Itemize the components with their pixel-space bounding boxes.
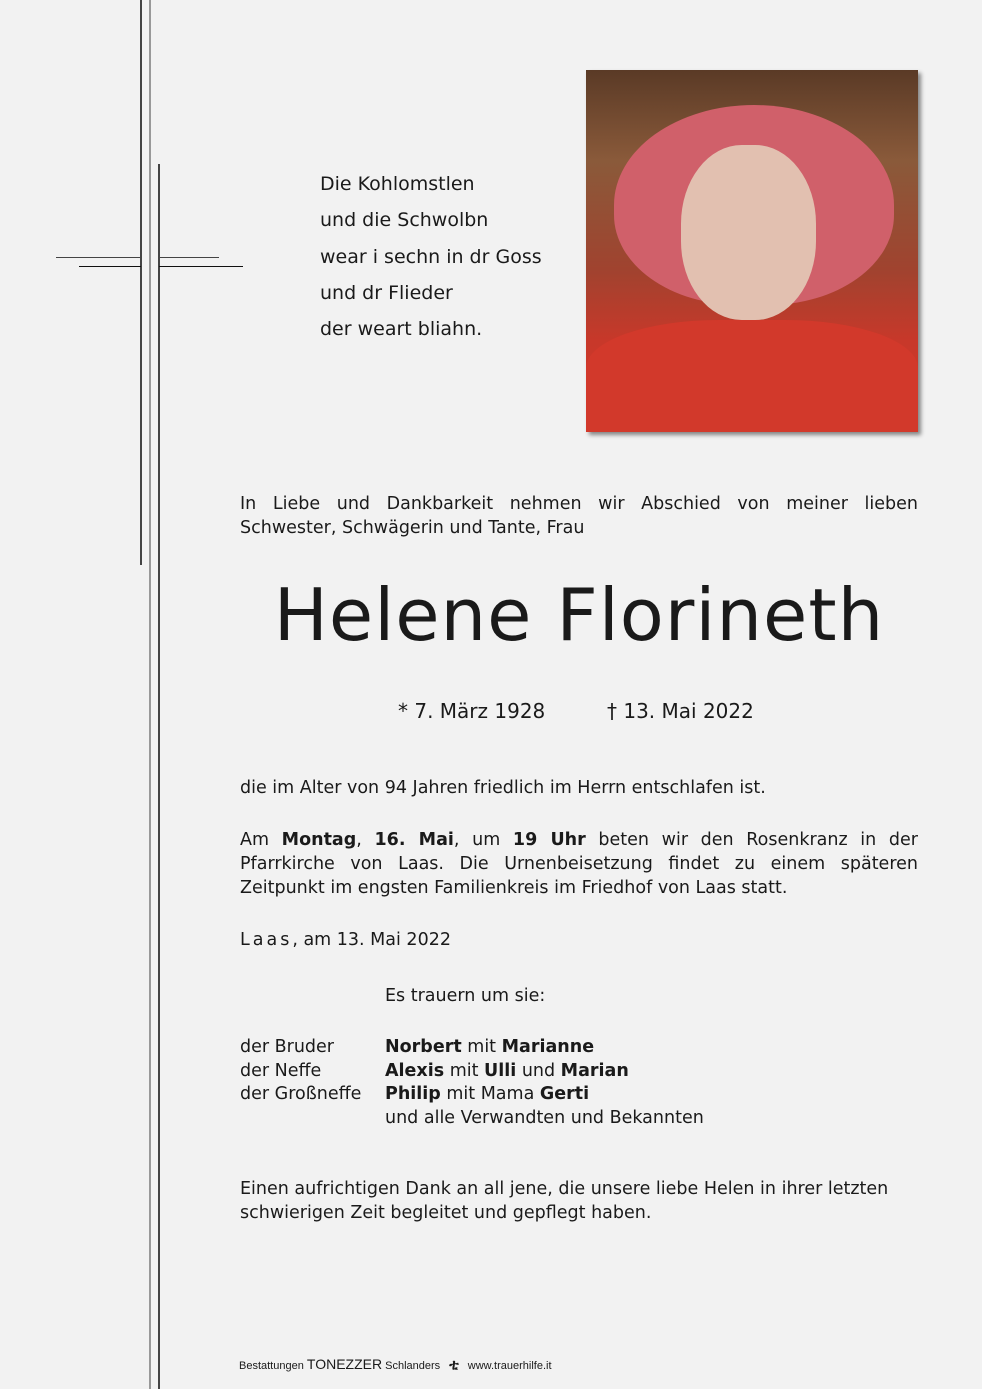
mourner-row: der Neffe Alexis mit Ulli und Marian (240, 1060, 629, 1081)
deceased-name: Helene Florineth (273, 573, 885, 657)
mourners-list (240, 1036, 704, 1131)
brand-name: TONEZZER (306, 1356, 383, 1372)
mourner-row: der Bruder Norbert mit Marianne (240, 1037, 595, 1057)
poem-line: der weart bliahn. (320, 318, 483, 341)
mourner-row: und alle Verwandten und Bekannten (385, 1108, 704, 1129)
portrait-photo (586, 70, 918, 432)
poem-line: und die Schwolbn (320, 209, 489, 232)
mourner-row: der Großneffe Philip mit Mama Gerti (240, 1084, 590, 1105)
age-text: die im Alter von 94 Jahren friedlich im Herrn entschlafen ist. (240, 778, 766, 798)
death-date: † 13. Mai 2022 (607, 699, 754, 723)
poem-line: wear i sechn in dr Goss (320, 245, 542, 268)
birth-date: * 7. März 1928 (398, 699, 546, 723)
intro-text: In Liebe und Dankbarkeit nehmen wir Abschied von meiner lieben Schwester, Schwägerin und Tante, Frau (240, 494, 918, 538)
poem-line: Die Kohlomstlen (320, 173, 475, 195)
logo-icon: ቲ (449, 1356, 459, 1372)
poem (320, 166, 542, 347)
poem-line: und dr Flieder (320, 281, 453, 304)
thanks-text: Einen aufrichtigen Dank an all jene, die unsere liebe Helen in ihrer letzten schwierigen Zeit begleitet und gepflegt haben. (240, 1179, 889, 1223)
service-text: Am Montag, 16. Mai, um 19 Uhr beten wir den Rosenkranz in der Pfarrkirche von Laas. Die Urnenbeisetzung findet zu einem späteren Zeitpunkt im engsten Familienkreis im Friedhof von Laas statt. (240, 830, 918, 898)
mourners-heading: Es trauern um sie: (385, 986, 546, 1006)
website-link[interactable]: www.trauerhilfe.it (467, 1360, 552, 1372)
footer: Bestattungen TONEZZER Schlanders ቲ www.trauerhilfe.it (239, 1356, 552, 1372)
place-date: Laas, am 13. Mai 2022 (240, 930, 451, 950)
